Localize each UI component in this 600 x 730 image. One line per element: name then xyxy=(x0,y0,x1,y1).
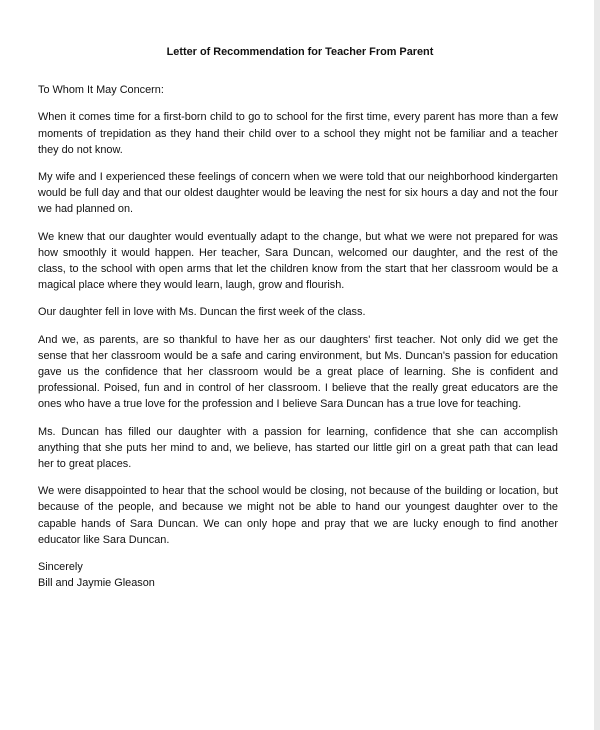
paragraph-5: And we, as parents, are so thankful to have her as our daughters' first teacher. Not only did we get the sense that her classroom would be a safe and caring environment, but Ms. Duncan's passion for education gave us the confidence that her classroom would be a great place of learning. She is confident and professional. Poised, fun and in control of her classroom. I believe that the really great educators are the ones who have a true love for the profession and I believe Sara Duncan has a true love for teaching. xyxy=(38,333,558,411)
salutation: To Whom It May Concern: xyxy=(38,84,164,97)
paragraph-4: Our daughter fell in love with Ms. Duncan the first week of the class. xyxy=(38,306,366,319)
scrollbar-track[interactable] xyxy=(594,0,600,730)
paragraph-7: We were disappointed to hear that the school would be closing, not because of the building or location, but because of the people, and because we might not be able to hand our youngest daughter over to the capable hands of Sara Duncan. We can only hope and pray that we are lucky enough to find another educator like Sara Duncan. xyxy=(38,485,558,546)
signature: Bill and Jaymie Gleason xyxy=(38,577,155,590)
closing: Sincerely xyxy=(38,561,83,574)
paragraph-2: My wife and I experienced these feelings of concern when we were told that our neighborhood kindergarten would be full day and that our oldest daughter would be leaving the nest for six hours a day and not the four we had planned on. xyxy=(38,171,558,216)
paragraph-6: Ms. Duncan has filled our daughter with a passion for learning, confidence that she can accomplish anything that she puts her mind to and, we believe, has started our little girl on a great path that can lead her to great places. xyxy=(38,425,558,471)
letter-title: Letter of Recommendation for Teacher From Parent xyxy=(166,46,434,58)
paragraph-1: When it comes time for a first-born child to go to school for the first time, every parent has more than a few moments of trepidation as they hand their child over to a school they might not be familiar and a teacher they do not know. xyxy=(38,111,558,156)
paragraph-3: We knew that our daughter would eventually adapt to the change, but what we were not prepared for was how smoothly it would happen. Her teacher, Sara Duncan, welcomed our daughter, and the rest of the class, to the school with open arms that let the children know from the start that her classroom would be a magical place where they would learn, laugh, grow and flourish. xyxy=(38,230,558,292)
letter-body xyxy=(38,44,558,591)
